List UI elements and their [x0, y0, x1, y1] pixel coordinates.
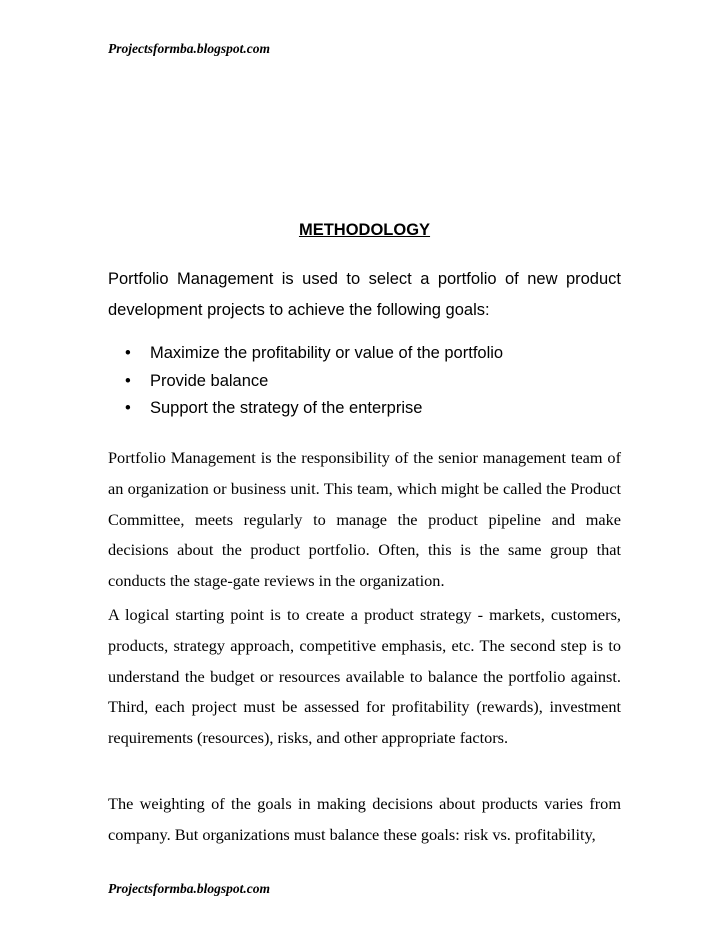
- body-paragraph: A logical starting point is to create a product strategy - markets, customers, products, strategy approach, competitive emphasis, etc. The second step is to understand the budget or resources available to balance the portfolio against. Third, each project must be assessed for profitability (rewards), investment requirements (resources), risks, and other appropriate factors.: [108, 605, 621, 748]
- list-item-text: Provide balance: [150, 371, 269, 390]
- heading-text: METHODOLOGY: [298, 221, 431, 239]
- page-footer: Projectsformba.blogspot.com: [108, 881, 270, 896]
- bullet-icon: •: [125, 399, 131, 417]
- list-item-text: Support the strategy of the enterprise: [150, 399, 423, 417]
- bullet-icon: •: [125, 344, 131, 362]
- body-paragraph: Portfolio Management is the responsibility of the senior management team of an organization or business unit. This team, which might be called the Product Committee, meets regularly to manage the product pipeline and make decisions about the product portfolio. Often, this is the same group that conducts the stage-gate reviews in the organization.: [108, 448, 621, 591]
- intro-paragraph: Portfolio Management is used to select a portfolio of new product development projects to achieve the following goals:: [108, 270, 621, 319]
- list-item: [108, 395, 503, 423]
- bullet-icon: •: [125, 371, 131, 390]
- page-header: Projectsformba.blogspot.com: [108, 41, 270, 56]
- list-item-text: Maximize the profitability or value of the portfolio: [150, 344, 504, 362]
- goals-list: [108, 340, 503, 423]
- body-paragraph: The weighting of the goals in making decisions about products varies from company. But organizations must balance these goals: risk vs. profitability,: [108, 794, 621, 844]
- list-item: [108, 368, 503, 396]
- section-heading: [108, 220, 621, 240]
- list-item: [108, 340, 503, 368]
